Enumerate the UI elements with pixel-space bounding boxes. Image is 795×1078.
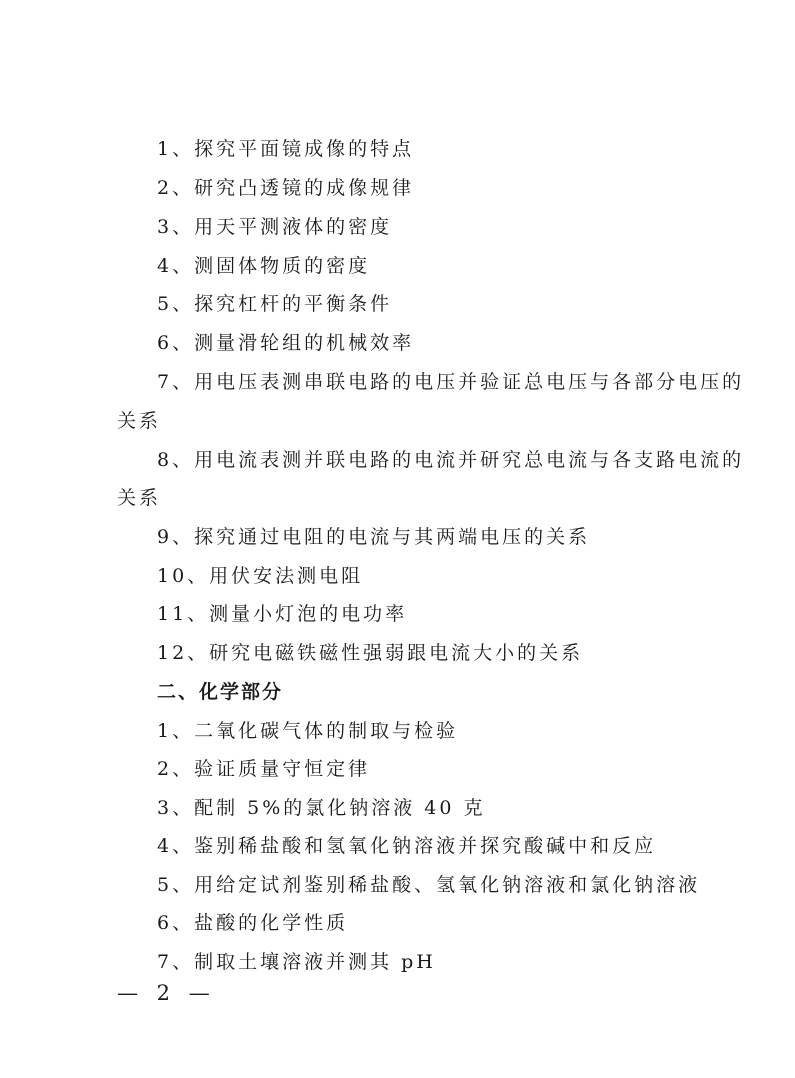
physics-item-11: 11、测量小灯泡的电功率 bbox=[157, 603, 408, 625]
physics-item-8-continued: 关系 bbox=[117, 487, 162, 509]
physics-item-12: 12、研究电磁铁磁性强弱跟电流大小的关系 bbox=[157, 642, 584, 664]
page-number: — 2 — bbox=[117, 981, 216, 1005]
chemistry-item-6: 6、盐酸的化学性质 bbox=[157, 912, 349, 934]
physics-item-7-continued: 关系 bbox=[117, 410, 162, 432]
physics-item-9: 9、探究通过电阻的电流与其两端电压的关系 bbox=[157, 526, 591, 548]
chemistry-item-1: 1、二氧化碳气体的制取与检验 bbox=[157, 720, 459, 742]
chemistry-item-5: 5、用给定试剂鉴别稀盐酸、氢氧化钠溶液和氯化钠溶液 bbox=[157, 874, 701, 896]
chemistry-item-2: 2、验证质量守恒定律 bbox=[157, 758, 371, 780]
chemistry-item-3: 3、配制 5%的氯化钠溶液 40 克 bbox=[157, 797, 486, 819]
physics-item-7: 7、用电压表测串联电路的电压并验证总电压与各部分电压的 bbox=[157, 371, 745, 393]
physics-item-4: 4、测固体物质的密度 bbox=[157, 255, 371, 277]
chemistry-item-7: 7、制取土壤溶液并测其 pH bbox=[157, 951, 436, 973]
physics-item-1: 1、探究平面镜成像的特点 bbox=[157, 138, 415, 160]
physics-item-10: 10、用伏安法测电阻 bbox=[157, 565, 364, 587]
physics-item-6: 6、测量滑轮组的机械效率 bbox=[157, 332, 415, 354]
physics-item-8: 8、用电流表测并联电路的电流并研究总电流与各支路电流的 bbox=[157, 449, 745, 471]
chemistry-item-4: 4、鉴别稀盐酸和氢氧化钠溶液并探究酸碱中和反应 bbox=[157, 835, 657, 857]
physics-item-3: 3、用天平测液体的密度 bbox=[157, 216, 393, 238]
physics-item-2: 2、研究凸透镜的成像规律 bbox=[157, 177, 415, 199]
physics-item-5: 5、探究杠杆的平衡条件 bbox=[157, 293, 393, 315]
chemistry-section-heading: 二、化学部分 bbox=[157, 681, 284, 703]
